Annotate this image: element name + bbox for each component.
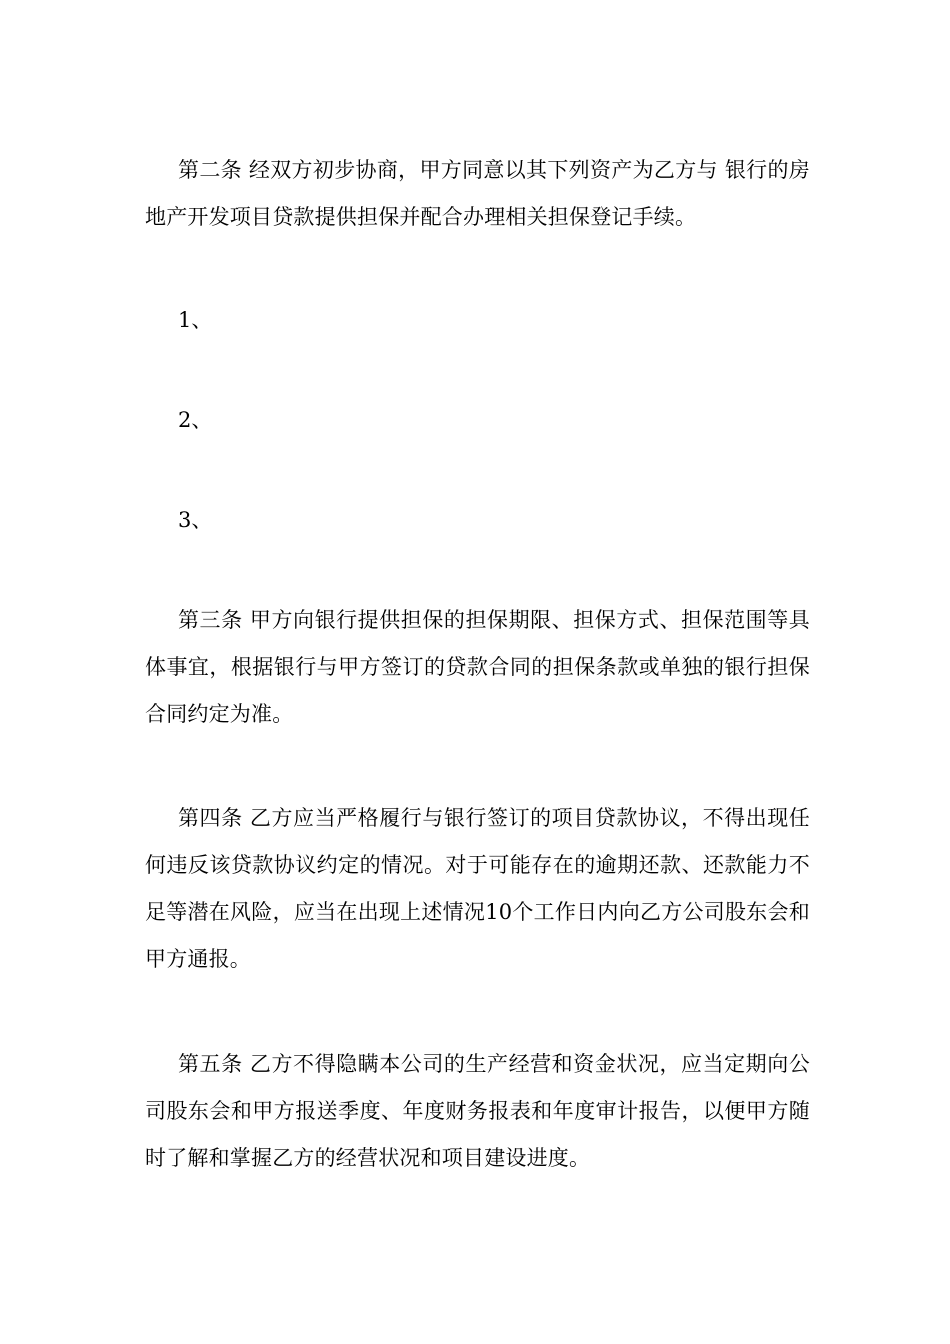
asset-list-item-1: 1、 [178, 308, 213, 332]
article-5-paragraph: 第五条 乙方不得隐瞒本公司的生产经营和资金状况，应当定期向公司股东会和甲方报送季度、年度财务报表和年度审计报告，以便甲方随时了解和掌握乙方的经营状况和项目建设进度。 [145, 1052, 810, 1170]
article-2-paragraph: 第二条 经双方初步协商，甲方同意以其下列资产为乙方与 银行的房地产开发项目贷款提供担保并配合办理相关担保登记手续。 [145, 158, 810, 229]
article-4-paragraph: 第四条 乙方应当严格履行与银行签订的项目贷款协议，不得出现任何违反该贷款协议约定的情况。对于可能存在的逾期还款、还款能力不足等潜在风险，应当在出现上述情况10个工作日内向乙方公司股东会和甲方通报。 [145, 806, 810, 971]
article-3-paragraph: 第三条 甲方向银行提供担保的担保期限、担保方式、担保范围等具体事宜，根据银行与甲方签订的贷款合同的担保条款或单独的银行担保合同约定为准。 [145, 608, 810, 726]
asset-list-item-3: 3、 [178, 508, 213, 532]
asset-list-item-2: 2、 [178, 408, 213, 432]
